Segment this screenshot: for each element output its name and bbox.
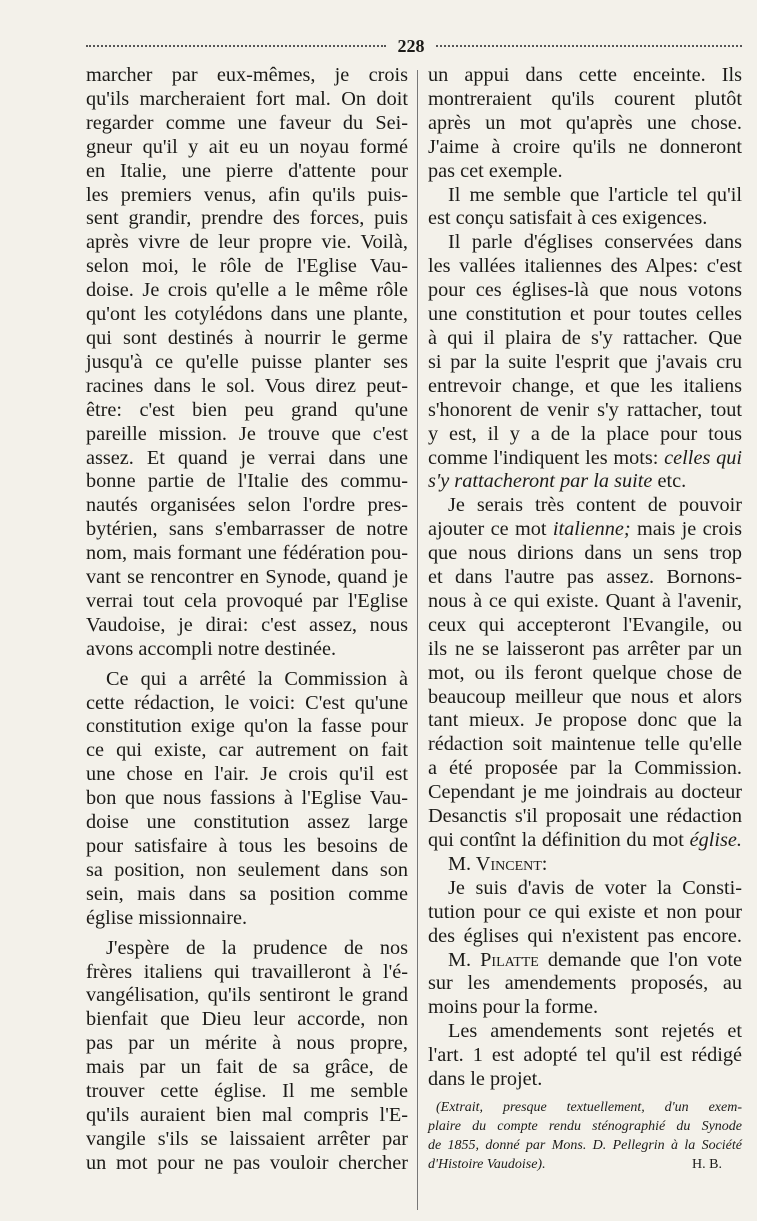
text-line: gneur qu'il y ait eu un noyau formé (86, 135, 408, 158)
text-line: regarder comme une faveur du Sei- (86, 111, 408, 134)
text-line: beaucoup meilleur que nous et alors (428, 685, 742, 708)
text-line: sein, mais dans sa position comme (86, 882, 408, 905)
paragraph (86, 668, 408, 931)
text-line: ils ne se laisseront pas arrêter par un (428, 637, 742, 660)
text-line: être: c'est bien peu grand qu'une (86, 398, 408, 421)
text-line: avons accompli notre destinée. (86, 637, 337, 660)
source-note (428, 1098, 742, 1174)
text-line: après vivre de leur propre vie. Voilà, (86, 231, 408, 254)
text-line: mais par un fait de sa grâce, de (86, 1056, 408, 1079)
text-line: Il parle d'églises conservées dans (448, 231, 742, 254)
author-initials: H. B. (692, 1156, 722, 1172)
text-line: après un mot qu'après une chose. (428, 111, 742, 134)
text-line: ceux qui accepteront l'Evangile, ou (428, 613, 742, 636)
paragraph (428, 1020, 742, 1092)
text-run: qui contînt la définition du mot (428, 829, 684, 851)
paragraph (86, 937, 408, 1176)
text-line: Je serais très content de pouvoir (448, 494, 742, 517)
text-line: dans le projet. (428, 1068, 543, 1091)
text-line: moins pour la forme. (428, 996, 599, 1019)
text-line: en Italie, une pierre d'attente pour (86, 159, 408, 182)
header-ornament-right (436, 45, 742, 53)
text-line: une constitution et pour toutes celles (428, 303, 742, 326)
text-line (428, 518, 742, 542)
text-line: qu'ils marcheraient fort mal. On doit (86, 87, 408, 110)
text-run: etc. (657, 470, 687, 493)
text-line: bon que nous fassions à l'Eglise Vau- (86, 787, 408, 810)
paragraph-continued (428, 64, 742, 184)
text-line: verrai tout cela provoqué par l'Eglise (86, 589, 408, 612)
text-line: frères italiens qui travailleront à l'é- (86, 960, 408, 983)
text-line: entrevoir change, et que les italiens (428, 374, 742, 397)
text-line: qu'ont les cotylédons dans une plante, (86, 303, 408, 326)
text-line: trouver cette église. Il me semble (86, 1080, 408, 1103)
speaker-name: M. Pilatte (448, 948, 539, 971)
text-line: vangélisation, qu'ils sentiront le grand (86, 984, 408, 1007)
text-line: tant mieux. Je propose donc que la (428, 709, 742, 732)
paragraph (428, 877, 742, 949)
speaker-name: M. Vincent: (448, 852, 548, 875)
text-line (428, 949, 742, 973)
note-line: de 1855, donné par Mons. D. Pellegrin à la Société (428, 1137, 742, 1153)
text-line: sa position, non seulement dans son (86, 858, 408, 881)
right-column (428, 64, 742, 1174)
text-run: ajouter ce mot (428, 518, 547, 541)
text-line: J'aime à croire qu'ils ne donneront (428, 135, 742, 158)
text-line: si par la suite l'esprit que j'avais cru (428, 350, 742, 373)
text-run: mais je crois (636, 518, 742, 541)
page-header (86, 36, 742, 58)
text-line: Vaudoise, je dirai: c'est assez, nous (86, 613, 408, 636)
text-line: sur les amendements proposés, au (428, 972, 742, 995)
note-line (428, 1155, 742, 1174)
note-line: (Extrait, presque textuellement, d'un exem- (436, 1099, 742, 1115)
page-number: 228 (397, 36, 425, 56)
note-text: d'Histoire Vaudoise). (428, 1156, 546, 1172)
text-line: marcher par eux-mêmes, je crois (86, 64, 408, 86)
quoted-words: s'y rattacheront par la suite (428, 470, 653, 493)
text-line: jusqu'à ce qu'elle puisse planter ses (86, 350, 408, 373)
text-line: Ce qui a arrêté la Commission à (106, 667, 408, 690)
text-line: vant se rencontrer en Synode, quand je (86, 566, 408, 589)
text-line: nom, mais formant une fédération pou- (86, 542, 408, 565)
text-line: tution pour ce qui existe et non pour (428, 900, 742, 923)
text-line: cette rédaction, le voici: C'est qu'une (86, 691, 408, 714)
text-line: assez. Et quand je verrai dans une (86, 446, 408, 469)
text-line: sent grandir, prendre des forces, puis (86, 207, 408, 230)
text-line: pas par un mérite à nous propre, (86, 1032, 408, 1055)
quoted-words: celles qui (664, 446, 742, 469)
text-line: un appui dans cette enceinte. Ils (428, 64, 742, 86)
text-run: comme l'indiquent les mots: (428, 446, 659, 469)
text-line: est conçu satisfait à ces exigences. (428, 207, 708, 230)
text-line: bytérien, sans s'embarrasser de notre (86, 518, 408, 541)
text-line: vangile s'ils se laissaient arrêter par (86, 1127, 408, 1150)
quoted-word: italienne; (552, 518, 631, 541)
text-line: les premiers venus, afin qu'ils puis- (86, 183, 408, 206)
text-line (428, 829, 742, 853)
paragraph (428, 949, 742, 1021)
text-line: que nous dirions dans un sens trop (428, 542, 742, 565)
text-line: pour ces églises-là que nous votons (428, 279, 742, 302)
text-line: l'art. 1 est adopté tel qu'il est rédigé (428, 1044, 742, 1067)
paragraph (428, 231, 742, 494)
left-column (86, 64, 408, 1176)
text-line: J'espère de la prudence de nos (106, 936, 408, 959)
text-line: doise une constitution assez large (86, 811, 408, 834)
text-line: constitution exige qu'on la fasse pour (86, 715, 408, 738)
text-line: racines dans le sol. Vous direz peut- (86, 374, 408, 397)
text-line: bonne partie de l'Italie des commu- (86, 470, 408, 493)
text-line: Cependant je me joindrais au docteur (428, 781, 742, 804)
text-line: selon moi, le rôle de l'Eglise Vau- (86, 255, 408, 278)
text-line: qu'ils auraient bien mal compris l'E- (86, 1103, 408, 1126)
speaker-line (428, 853, 742, 877)
text-line: s'honorent de venir s'y rattacher, tout (428, 398, 742, 421)
text-line: Je suis d'avis de voter la Consti- (448, 876, 742, 899)
header-ornament-left (86, 45, 386, 53)
text-line: les vallées italiennes des Alpes: c'est (428, 255, 742, 278)
text-line (428, 470, 742, 494)
text-line: rédaction soit maintenue telle qu'elle (428, 733, 742, 756)
text-line: à qui il plaira de s'y rattacher. Que (428, 326, 742, 349)
text-line: pas cet exemple. (428, 159, 563, 182)
text-line: des églises qui n'existent pas encore. (428, 924, 742, 947)
text-line: pour satisfaire à tous les besoins de (86, 835, 408, 857)
text-line: bienfait que Dieu leur accorde, non (86, 1008, 408, 1031)
text-line: église missionnaire. (86, 906, 248, 929)
note-line: plaire du compte rendu sténographié du Synode (428, 1118, 742, 1134)
column-divider (417, 70, 418, 1210)
text-run: demande que l'on vote (547, 948, 742, 971)
paragraph (428, 184, 742, 232)
text-line: Il me semble que l'article tel qu'il (448, 183, 742, 206)
text-line (428, 447, 742, 471)
text-line: qui sont destinés à nourrir le germe (86, 326, 408, 349)
paragraph-continued (86, 64, 408, 662)
text-line: ce qui existe, car autrement on fait (86, 739, 408, 762)
text-line: y est, il y a de la place pour tous (428, 422, 742, 445)
text-line: a été proposée par la Commission. (428, 757, 742, 780)
text-line: et dans l'autre pas assez. Bornons- (428, 566, 742, 589)
paragraph (428, 494, 742, 853)
text-line: doise. Je crois qu'elle a le même rôle (86, 279, 408, 302)
text-line: un mot pour ne pas vouloir chercher (86, 1151, 408, 1174)
text-line: une chose en l'air. Je crois qu'il est (86, 763, 408, 786)
text-line: nous à ce qui existe. Quant à l'avenir, (428, 589, 742, 612)
text-line: pareille mission. Je trouve que c'est (86, 422, 408, 445)
text-line: Les amendements sont rejetés et (448, 1020, 742, 1043)
text-line: nautés organisées selon l'ordre pres- (86, 494, 408, 517)
text-line: mot, ou ils feront quelque chose de (428, 661, 742, 684)
text-line: montreraient qu'ils courent plutôt (428, 87, 742, 110)
text-line: Desanctis s'il proposait une rédaction (428, 805, 742, 828)
quoted-word: église. (689, 829, 742, 851)
